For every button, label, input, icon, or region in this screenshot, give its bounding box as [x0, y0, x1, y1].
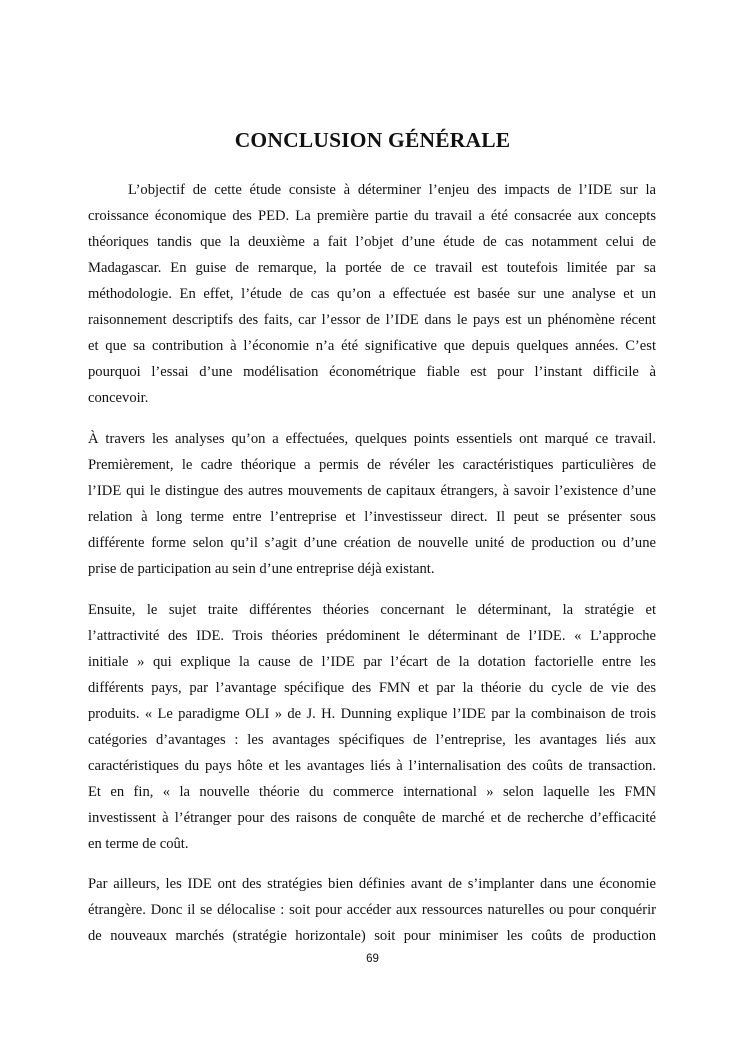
paragraph-3-line-4: différents pays, par l’avantage spécifique des FMN et par la théorie du cycle de vie des — [88, 680, 656, 696]
paragraph-3-line-5: produits. « Le paradigme OLI » de J. H. Dunning explique l’IDE par la combinaison de trois — [88, 706, 656, 722]
paragraph-3-line-1: Ensuite, le sujet traite différentes théories concernant le déterminant, la stratégie et — [88, 602, 656, 618]
paragraph-1-line-7: et que sa contribution à l’économie n’a été significative que depuis quelques années. C’est — [88, 338, 656, 354]
paragraph-2-line-2: Premièrement, le cadre théorique a permis de révéler les caractéristiques particulières de — [88, 457, 656, 473]
paragraph-2-line-1: À travers les analyses qu’on a effectuées, quelques points essentiels ont marqué ce travail. — [88, 431, 656, 447]
paragraph-2-line-5: différente forme selon qu’il s’agit d’une création de nouvelle unité de production ou d’une — [88, 535, 656, 551]
paragraph-1-line-6: raisonnement descriptifs des faits, car l’essor de l’IDE dans le pays est un phénomène récent — [88, 312, 656, 328]
paragraph-1-line-2: croissance économique des PED. La première partie du travail a été consacrée aux concepts — [88, 208, 656, 224]
page-title: CONCLUSION GÉNÉRALE — [234, 128, 511, 152]
paragraph-4-line-1: Par ailleurs, les IDE ont des stratégies bien définies avant de s’implanter dans une économie — [88, 876, 656, 892]
paragraph-3-line-10: en terme de coût. — [88, 836, 189, 852]
paragraph-1-line-1: L’objectif de cette étude consiste à déterminer l’enjeu des impacts de l’IDE sur la — [128, 182, 656, 198]
paragraph-2-line-4: relation à long terme entre l’entreprise et l’investisseur direct. Il peut se présenter sous — [88, 509, 656, 525]
paragraph-3-line-7: caractéristiques du pays hôte et les avantages liés à l’internalisation des coûts de transaction. — [88, 758, 656, 774]
paragraph-3-line-3: initiale » qui explique la cause de l’IDE par l’écart de la dotation factorielle entre les — [88, 654, 656, 670]
page-number: 69 — [366, 953, 379, 965]
paragraph-2-line-3: l’IDE qui le distingue des autres mouvements de capitaux étrangers, à savoir l’existence d’une — [88, 483, 656, 499]
paragraph-1-line-4: Madagascar. En guise de remarque, la portée de ce travail est toutefois limitée par sa — [88, 260, 656, 276]
paragraph-2-line-6: prise de participation au sein d’une entreprise déjà existant. — [88, 561, 435, 577]
paragraph-3-line-9: investissent à l’étranger pour des raisons de conquête de marché et de recherche d’efficacité — [88, 810, 656, 826]
paragraph-1-line-8: pourquoi l’essai d’une modélisation économétrique fiable est pour l’instant difficile à — [88, 364, 656, 380]
paragraph-1-line-5: méthodologie. En effet, l’étude de cas qu’on a effectuée est basée sur une analyse et un — [88, 286, 656, 302]
paragraph-1-line-9: concevoir. — [88, 390, 149, 406]
paragraph-3-line-8: Et en fin, « la nouvelle théorie du commerce international » selon laquelle les FMN — [88, 784, 656, 800]
paragraph-4-line-3: de nouveaux marchés (stratégie horizontale) soit pour minimiser les coûts de production — [88, 928, 656, 944]
paragraph-3-line-2: l’attractivité des IDE. Trois théories prédominent le déterminant de l’IDE. « L’approche — [88, 628, 656, 644]
paragraph-1-line-3: théoriques tandis que la deuxième a fait l’objet d’une étude de cas notamment celui de — [88, 234, 656, 250]
paragraph-3-line-6: catégories d’avantages : les avantages spécifiques de l’entreprise, les avantages liés aux — [88, 732, 656, 748]
paragraph-4-line-2: étrangère. Donc il se délocalise : soit pour accéder aux ressources naturelles ou pour conquérir — [88, 902, 656, 918]
